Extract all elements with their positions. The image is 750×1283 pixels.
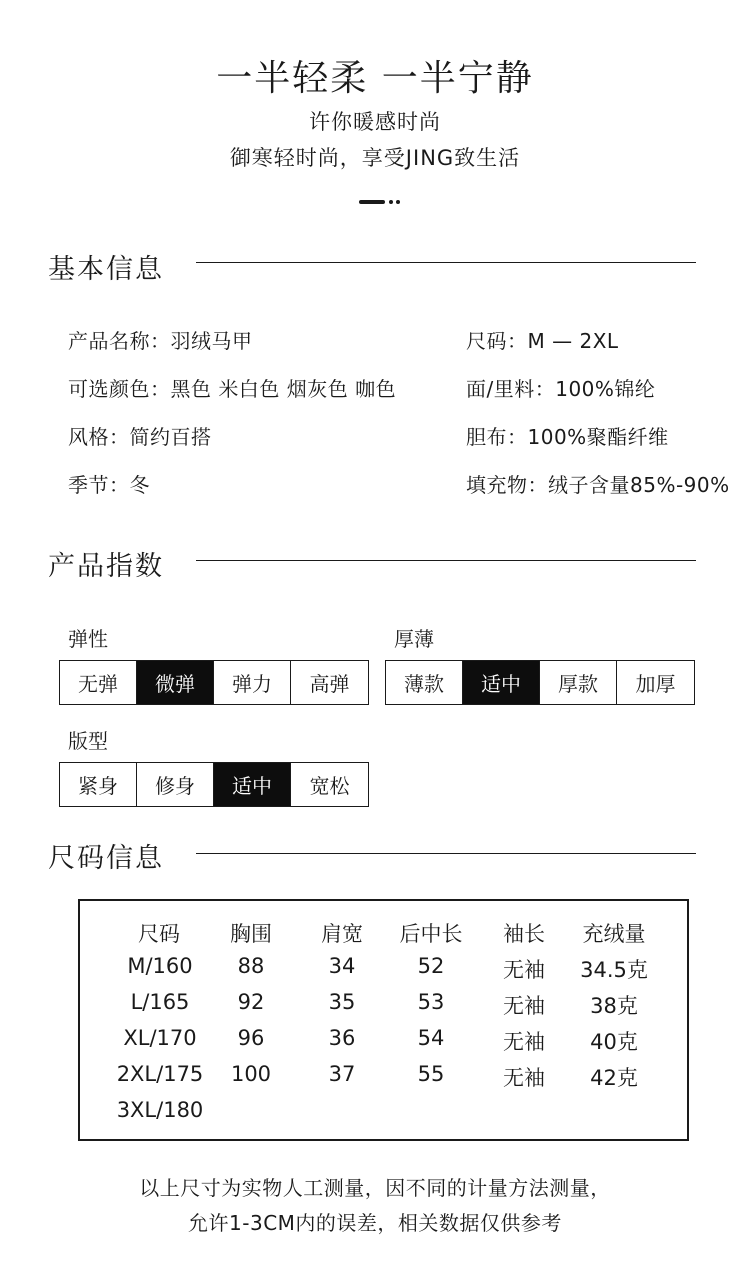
measurement-note: 以上尺寸为实物人工测量，因不同的计量方法测量， (139, 1176, 611, 1200)
table-cell: 52 (417, 954, 445, 978)
table-header-cell: 袖长 (503, 922, 545, 946)
info-filling: 填充物：绒子含量85%-90% (466, 473, 730, 497)
table-cell: 2XL/175 (116, 1062, 204, 1086)
table-cell: 55 (417, 1062, 445, 1086)
section-heading-product-index: 产品指数 (48, 551, 164, 582)
section-rule (196, 262, 696, 263)
table-cell: 100 (230, 1062, 272, 1086)
table-cell: 无袖 (503, 994, 545, 1018)
divider-bar (359, 200, 385, 204)
info-style: 风格：简约百搭 (68, 425, 212, 449)
table-cell: 40克 (590, 1030, 638, 1054)
table-cell: M/160 (127, 954, 193, 978)
table-header-cell: 尺码 (138, 922, 180, 946)
option-thickness[interactable]: 加厚 (617, 661, 694, 704)
subtitle-primary: 许你暖感时尚 (309, 110, 441, 134)
info-fabric: 面/里料：100%锦纶 (466, 377, 656, 401)
option-elasticity[interactable]: 微弹 (137, 661, 214, 704)
info-size-range: 尺码：M — 2XL (466, 329, 619, 353)
table-row (80, 954, 687, 984)
option-elasticity[interactable]: 无弹 (60, 661, 137, 704)
section-heading-basic-info: 基本信息 (48, 254, 164, 285)
section-rule (196, 853, 696, 854)
elasticity-options (59, 660, 369, 705)
table-cell: 34 (328, 954, 356, 978)
option-thickness[interactable]: 适中 (463, 661, 540, 704)
table-cell: 3XL/180 (116, 1098, 204, 1122)
divider-dot (396, 200, 400, 204)
measurement-note: 允许1-3CM内的误差，相关数据仅供参考 (188, 1211, 562, 1235)
table-header-cell: 肩宽 (321, 922, 363, 946)
option-thickness[interactable]: 厚款 (540, 661, 617, 704)
thickness-label: 厚薄 (394, 627, 434, 651)
info-colors: 可选颜色：黑色 米白色 烟灰色 咖色 (68, 377, 397, 401)
table-cell: 38克 (590, 994, 638, 1018)
size-table (78, 899, 689, 1141)
table-cell: 92 (237, 990, 265, 1014)
option-fit[interactable]: 适中 (214, 763, 291, 806)
table-cell: 无袖 (503, 1030, 545, 1054)
info-lining: 胆布：100%聚酯纤维 (466, 425, 669, 449)
option-elasticity[interactable]: 高弹 (291, 661, 368, 704)
section-heading-size-info: 尺码信息 (48, 843, 164, 874)
table-header-cell: 胸围 (230, 922, 272, 946)
table-cell: 35 (328, 990, 356, 1014)
table-header-row (80, 918, 687, 948)
fit-options (59, 762, 369, 807)
section-rule (196, 560, 696, 561)
page-title: 一半轻柔 一半宁静 (216, 58, 534, 99)
option-thickness[interactable]: 薄款 (386, 661, 463, 704)
table-cell: 53 (417, 990, 445, 1014)
option-fit[interactable]: 紧身 (60, 763, 137, 806)
divider-dot (389, 200, 393, 204)
fit-label: 版型 (68, 729, 108, 753)
option-fit[interactable]: 修身 (137, 763, 214, 806)
table-row (80, 1026, 687, 1056)
thickness-options (385, 660, 695, 705)
table-cell: 54 (417, 1026, 445, 1050)
table-cell: 34.5克 (580, 958, 648, 982)
table-header-cell: 后中长 (399, 922, 463, 946)
table-row (80, 990, 687, 1020)
table-cell: 42克 (590, 1066, 638, 1090)
table-cell: XL/170 (123, 1026, 197, 1050)
elasticity-label: 弹性 (68, 627, 108, 651)
table-cell: L/165 (130, 990, 190, 1014)
decorative-divider (359, 198, 403, 206)
table-cell: 无袖 (503, 958, 545, 982)
table-header-cell: 充绒量 (582, 922, 646, 946)
table-row (80, 1062, 687, 1092)
info-season: 季节：冬 (68, 473, 150, 497)
option-elasticity[interactable]: 弹力 (214, 661, 291, 704)
table-cell: 88 (237, 954, 265, 978)
table-cell: 96 (237, 1026, 265, 1050)
table-row (80, 1098, 687, 1128)
table-cell: 36 (328, 1026, 356, 1050)
info-product-name: 产品名称：羽绒马甲 (68, 329, 253, 353)
table-cell: 无袖 (503, 1066, 545, 1090)
option-fit[interactable]: 宽松 (291, 763, 368, 806)
table-cell: 37 (328, 1062, 356, 1086)
subtitle-secondary: 御寒轻时尚，享受JING致生活 (229, 146, 521, 170)
